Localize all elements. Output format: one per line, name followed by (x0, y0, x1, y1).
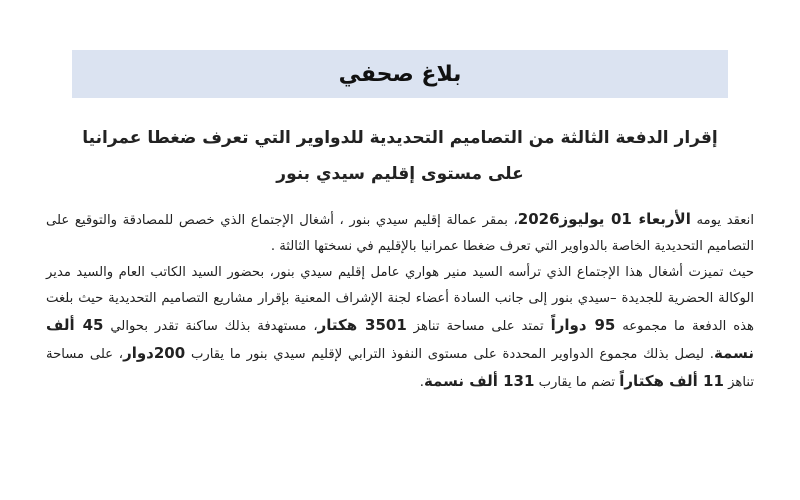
paragraph-1 (46, 206, 754, 260)
p2-total-area: 11 ألف هكتاراً (619, 372, 724, 390)
p2-text-1: حيث تميزت أشغال هذا الإجتماع الذي ترأسه السيد منير هواري عامل إقليم سيدي بنور، بحضور السيد الكاتب العام والسيد مدير الوكالة الحضرية للجديدة –سيدي بنور إلى جانب السادة أعضاء لجنة الإشراف المعنية بإقرار مشاريع التصاميم التحديدية حيث بلغت هذه الدفعة ما مجموعه (46, 265, 754, 334)
p2-text-4: . ليصل بذلك مجموع الدواوير المحددة على مستوى النفوذ الترابي لإقليم سيدي بنور ما يقارب (185, 347, 714, 362)
p2-area-hectares: 3501 هكتار (317, 316, 407, 334)
press-release-title-box (72, 50, 728, 98)
p2-text-6: تضم ما يقارب (534, 375, 620, 390)
p2-douars-count: 95 دواراً (550, 316, 616, 334)
p2-text-5: ، على مساحة تناهز (46, 347, 754, 390)
headline-line-2: على مستوى إقليم سيدي بنور (276, 164, 524, 184)
p2-text-3: ، مستهدفة بذلك ساكنة تقدر بحوالي (103, 319, 318, 334)
p1-text-1: انعقد يومه (690, 213, 755, 228)
p1-text-2: ، بمقر عمالة إقليم سيدي بنور ، أشغال الإجتماع الذي خصص للمصادقة والتوقيع على التصاميم التحديدية الخاصة بالدواوير التي تعرف ضغطا عمرانيا بالإقليم في نسختها الثالثة . (46, 213, 754, 254)
press-body (46, 206, 754, 396)
headline-line-1: إقرار الدفعة الثالثة من التصاميم التحديدية للدواوير التي تعرف ضغطا عمرانيا (82, 128, 718, 148)
p2-total-douars: 200دوار (123, 344, 186, 362)
p2-text-7: . (419, 375, 424, 390)
p2-text-2: تمتد على مساحة تناهز (406, 319, 551, 334)
press-release-title: بلاغ صحفي (338, 61, 462, 87)
headline (60, 120, 740, 192)
p1-date: الأربعاء 01 يوليوز2026 (517, 210, 691, 228)
paragraph-2 (46, 260, 754, 396)
p2-population: 45 ألف نسمة (46, 316, 754, 362)
p2-total-population: 131 ألف نسمة (423, 372, 535, 390)
